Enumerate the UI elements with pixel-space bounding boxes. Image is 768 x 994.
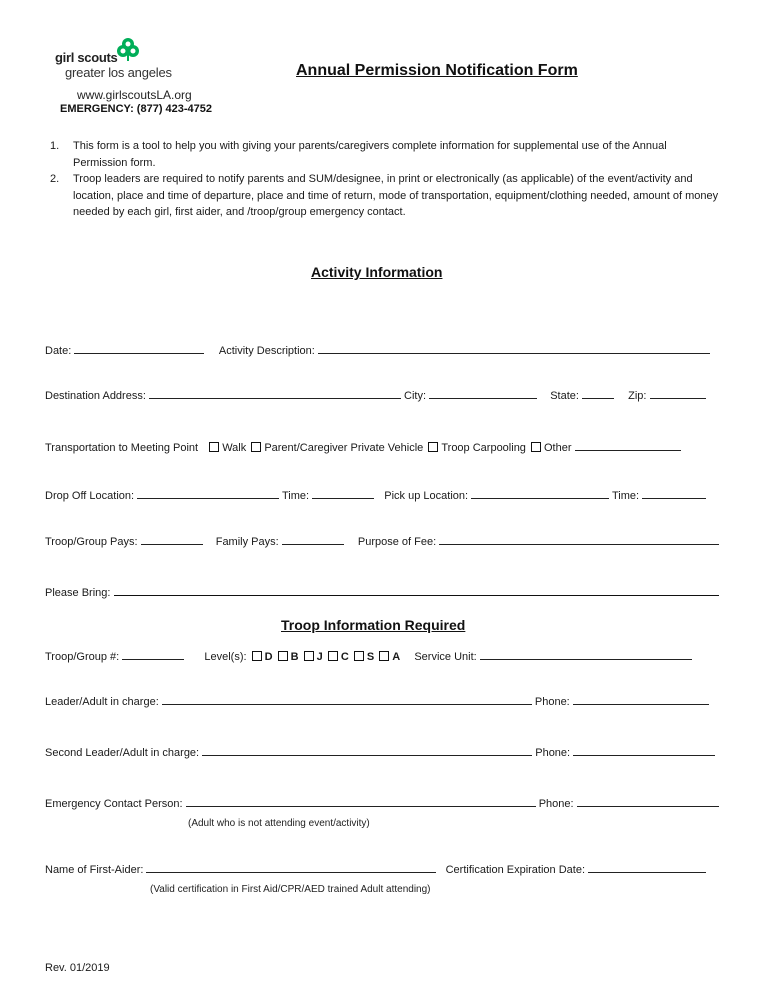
city-field[interactable]: [429, 387, 537, 399]
transportation-row: [45, 439, 681, 455]
please-bring-label: Please Bring:: [45, 587, 111, 599]
instructions-list: [50, 138, 720, 221]
leader-phone-label: Phone:: [534, 696, 570, 708]
second-leader-field[interactable]: [202, 744, 532, 756]
troop-level-row: [45, 648, 692, 664]
destination-field[interactable]: [149, 387, 401, 399]
purpose-field[interactable]: [439, 533, 719, 545]
dropoff-label: Drop Off Location:: [45, 490, 135, 502]
instruction-item: [50, 171, 720, 221]
service-unit-field[interactable]: [480, 648, 692, 660]
destination-label: Destination Address:: [45, 390, 146, 402]
first-aider-note: (Valid certification in First Aid/CPR/AED trained Adult attending): [150, 884, 431, 895]
please-bring-field[interactable]: [114, 584, 719, 596]
level-j-label: J: [316, 651, 323, 663]
troop-number-label: Troop/Group #:: [45, 651, 120, 663]
leader-phone-field[interactable]: [573, 693, 709, 705]
instruction-text: Troop leaders are required to notify parents and SUM/designee, in print or electronically (as applicable) of the event/activity and location, place and time of departure, place and time of return, mode of transportation, equipment/clothing needed, amount of money needed by each girl, first aider, and /troop/group emergency contact.: [73, 173, 719, 218]
level-d-label: D: [264, 651, 273, 663]
date-description-row: [45, 342, 710, 358]
emergency-contact-note: (Adult who is not attending event/activity): [188, 818, 370, 829]
description-label: Activity Description:: [218, 345, 315, 357]
other-field[interactable]: [575, 439, 681, 451]
first-aider-label: Name of First-Aider:: [45, 864, 144, 876]
troop-pays-label: Troop/Group Pays:: [45, 536, 138, 548]
date-field[interactable]: [74, 342, 204, 354]
certification-label: Certification Expiration Date:: [445, 864, 586, 876]
level-s-label: S: [366, 651, 375, 663]
first-aider-field[interactable]: [146, 861, 436, 873]
private-vehicle-checkbox[interactable]: [251, 442, 261, 452]
level-s-checkbox[interactable]: [354, 651, 364, 661]
troop-pays-field[interactable]: [141, 533, 203, 545]
leader-field[interactable]: [162, 693, 532, 705]
private-vehicle-label: Parent/Caregiver Private Vehicle: [264, 442, 424, 454]
carpooling-label: Troop Carpooling: [441, 442, 526, 454]
transport-label: Transportation to Meeting Point: [45, 442, 199, 454]
second-leader-row: [45, 744, 715, 760]
other-checkbox[interactable]: [531, 442, 541, 452]
carpooling-checkbox[interactable]: [428, 442, 438, 452]
pickup-time-label: Time:: [611, 490, 640, 502]
state-field[interactable]: [582, 387, 614, 399]
destination-row: [45, 387, 706, 403]
website: www.girlscoutsLA.org: [77, 88, 192, 102]
level-d-checkbox[interactable]: [252, 651, 262, 661]
level-b-label: B: [290, 651, 299, 663]
emergency-contact-label: Emergency Contact Person:: [45, 798, 183, 810]
description-field[interactable]: [318, 342, 710, 354]
activity-section-title: Activity Information: [311, 264, 443, 280]
form-title: Annual Permission Notification Form: [296, 62, 578, 79]
troop-number-field[interactable]: [122, 648, 184, 660]
leader-label: Leader/Adult in charge:: [45, 696, 159, 708]
instruction-number: 1.: [50, 140, 60, 152]
first-aider-row: [45, 861, 706, 877]
level-b-checkbox[interactable]: [278, 651, 288, 661]
pickup-field[interactable]: [471, 487, 609, 499]
emergency-phone-field[interactable]: [577, 795, 719, 807]
walk-label: Walk: [222, 442, 247, 454]
instruction-item: [50, 138, 720, 171]
family-pays-label: Family Pays:: [215, 536, 279, 548]
leader-row: [45, 693, 709, 709]
emergency-phone-label: Phone:: [538, 798, 574, 810]
instruction-text: This form is a tool to help you with giving your parents/caregivers complete information for supplemental use of the Annual Permission form.: [73, 140, 667, 169]
trefoil-icon: [115, 36, 141, 62]
zip-label: Zip:: [628, 390, 647, 402]
pickup-label: Pick up Location:: [384, 490, 469, 502]
emergency-phone: EMERGENCY: (877) 423-4752: [60, 103, 213, 115]
pickup-time-field[interactable]: [642, 487, 706, 499]
level-a-checkbox[interactable]: [379, 651, 389, 661]
city-label: City:: [404, 390, 427, 402]
emergency-contact-field[interactable]: [186, 795, 536, 807]
walk-checkbox[interactable]: [209, 442, 219, 452]
date-label: Date:: [45, 345, 72, 357]
dropoff-pickup-row: [45, 487, 706, 503]
dropoff-time-field[interactable]: [312, 487, 374, 499]
emergency-contact-row: [45, 795, 719, 811]
dropoff-field[interactable]: [137, 487, 279, 499]
levels-label: Level(s):: [204, 651, 247, 663]
revision-label: Rev. 01/2019: [45, 962, 110, 974]
state-label: State:: [550, 390, 579, 402]
girl-scouts-logo: [55, 36, 225, 96]
logo-line2: greater los angeles: [65, 65, 172, 80]
purpose-label: Purpose of Fee:: [357, 536, 437, 548]
level-a-label: A: [392, 651, 401, 663]
dropoff-time-label: Time:: [282, 490, 310, 502]
level-c-label: C: [340, 651, 349, 663]
service-unit-label: Service Unit:: [414, 651, 477, 663]
fees-row: [45, 533, 719, 549]
second-leader-label: Second Leader/Adult in charge:: [45, 747, 200, 759]
level-c-checkbox[interactable]: [328, 651, 338, 661]
second-leader-phone-field[interactable]: [573, 744, 715, 756]
instruction-number: 2.: [50, 173, 60, 185]
second-leader-phone-label: Phone:: [535, 747, 571, 759]
logo-line1: girl scouts: [55, 50, 118, 65]
please-bring-row: [45, 584, 719, 600]
family-pays-field[interactable]: [282, 533, 344, 545]
certification-field[interactable]: [588, 861, 706, 873]
level-j-checkbox[interactable]: [304, 651, 314, 661]
troop-section-title: Troop Information Required: [281, 617, 466, 633]
other-label: Other: [544, 442, 572, 454]
zip-field[interactable]: [650, 387, 706, 399]
